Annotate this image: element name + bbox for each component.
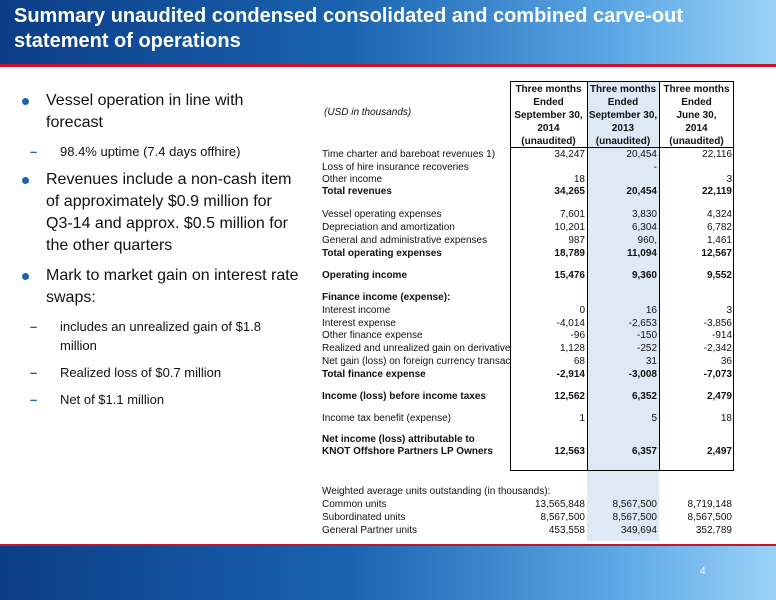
cell-value: 349,694 — [620, 525, 657, 536]
cell-value: 960, — [637, 235, 657, 246]
table-row — [322, 291, 734, 304]
bullet-dot-icon — [22, 273, 29, 280]
row-label: Interest income — [322, 305, 391, 316]
table-row — [322, 368, 734, 381]
column-header-line: Ended — [607, 97, 639, 108]
cell-value: 22,116 — [702, 149, 732, 160]
cell-value: 12,563 — [554, 446, 585, 457]
dash-icon: – — [30, 144, 38, 159]
table-bottom-rule — [510, 470, 734, 471]
cell-value: 9,360 — [631, 270, 657, 281]
cell-value: 6,352 — [631, 391, 657, 402]
bullet-text: Net of $1.1 million — [60, 392, 165, 407]
row-label: Vessel operating expenses — [322, 209, 442, 220]
row-label: Total operating expenses — [322, 248, 442, 259]
column-header-line: September 30, — [514, 110, 583, 121]
column-header-line: Three months — [663, 84, 730, 95]
dash-icon: – — [30, 365, 38, 380]
cell-value: 352,789 — [695, 525, 732, 536]
bullet-text: Realized loss of $0.7 million — [60, 365, 222, 380]
bullet-list — [20, 90, 300, 417]
cell-value: -2,342 — [703, 343, 732, 354]
cell-value: 34,265 — [554, 186, 585, 197]
cell-value: 15,476 — [554, 270, 585, 281]
header-divider — [0, 64, 776, 67]
cell-value: 5 — [651, 413, 657, 424]
cell-value: 20,454 — [626, 149, 657, 160]
cell-value: -3,008 — [628, 369, 657, 380]
bullet-dot-icon — [22, 177, 29, 184]
cell-value: 4,324 — [706, 209, 732, 220]
bullet-text: Mark to market gain on interest rate swaps: — [46, 267, 299, 306]
bullet-item — [20, 169, 300, 257]
table-row — [322, 234, 734, 247]
cell-value: -3,856 — [703, 318, 732, 329]
table-row — [322, 445, 734, 458]
table-row — [322, 304, 734, 317]
dash-icon: – — [30, 392, 38, 407]
row-label: Income (loss) before income taxes — [322, 391, 486, 402]
cell-value: -2,914 — [556, 369, 585, 380]
sub-bullet-item — [20, 390, 300, 409]
table-row — [322, 524, 734, 537]
column-header-line: Ended — [681, 97, 712, 108]
cell-value: -2,653 — [628, 318, 657, 329]
cell-value: 6,304 — [631, 222, 657, 233]
bullet-text: 98.4% uptime (7.4 days offhire) — [60, 144, 241, 159]
table-row — [322, 342, 734, 355]
cell-value: 34,247 — [554, 149, 585, 160]
bullet-text: includes an unrealized gain of $1.8 million — [60, 319, 261, 353]
row-label: Net gain (loss) on foreign currency transac — [322, 356, 511, 367]
cell-value: 8,567,500 — [612, 512, 657, 523]
table-row — [322, 208, 734, 221]
cell-value: -150 — [636, 330, 657, 341]
cell-value: 6,357 — [631, 446, 657, 457]
table-row — [322, 498, 734, 511]
table-row — [322, 247, 734, 260]
column-header-line: June 30, — [676, 110, 717, 121]
cell-value: 10,201 — [554, 222, 585, 233]
table-row — [322, 185, 734, 198]
row-label: Interest expense — [322, 318, 396, 329]
row-label: Realized and unrealized gain on derivative — [322, 343, 511, 354]
cell-value: 2,479 — [706, 391, 732, 402]
statement-table — [322, 81, 734, 541]
sub-bullet-item — [20, 317, 300, 355]
table-row — [322, 269, 734, 282]
bullet-item — [20, 90, 300, 134]
cell-value: 68 — [573, 356, 585, 367]
row-label: Common units — [322, 499, 387, 510]
cell-value: 11,094 — [626, 248, 657, 259]
table-row — [322, 412, 734, 425]
cell-value: - — [653, 162, 657, 173]
cell-value: 12,567 — [701, 248, 732, 259]
bullet-item — [20, 265, 300, 309]
units-label: (USD in thousands) — [324, 107, 412, 118]
cell-value: 0 — [579, 305, 585, 316]
header-bar — [0, 0, 776, 64]
row-label: Other finance expense — [322, 330, 423, 341]
cell-value: 1 — [579, 413, 585, 424]
table-row — [322, 485, 734, 498]
dash-icon: – — [30, 319, 38, 334]
cell-value: 18 — [573, 174, 585, 185]
cell-value: 7,601 — [559, 209, 585, 220]
cell-value: 9,552 — [706, 270, 732, 281]
column-header-line: (unaudited) — [669, 136, 724, 147]
row-label: Operating income — [322, 270, 408, 281]
column-header-line: 2014 — [537, 123, 560, 134]
cell-value: 31 — [645, 356, 657, 367]
cell-value: 13,565,848 — [534, 499, 585, 510]
cell-value: 20,454 — [626, 186, 657, 197]
cell-value: 36 — [720, 356, 732, 367]
cell-value: 8,567,500 — [612, 499, 657, 510]
cell-value: 12,562 — [554, 391, 585, 402]
table-row — [322, 511, 734, 524]
cell-value: -7,073 — [703, 369, 732, 380]
cell-value: -914 — [711, 330, 732, 341]
table-row — [322, 221, 734, 234]
cell-value: 8,719,148 — [687, 499, 732, 510]
cell-value: 987 — [568, 235, 585, 246]
row-label: Weighted average units outstanding (in thousands): — [322, 486, 551, 497]
cell-value: 18,789 — [554, 248, 585, 259]
row-label: Total revenues — [322, 186, 392, 197]
table-row — [322, 355, 734, 368]
row-label: Total finance expense — [322, 369, 426, 380]
bullet-dot-icon — [22, 98, 29, 105]
cell-value: -252 — [636, 343, 657, 354]
column-header-line: Ended — [533, 97, 564, 108]
cell-value: -4,014 — [556, 318, 585, 329]
cell-value: 22,119 — [701, 186, 732, 197]
column-header-line: 2013 — [611, 123, 635, 134]
table-row — [322, 390, 734, 403]
column-header-line: Three months — [589, 84, 657, 95]
bullet-text: Revenues include a non-cash item of approximately $0.9 million for Q3-14 and approx. $0.5 million for the other quarters — [46, 171, 292, 254]
row-label: KNOT Offshore Partners LP Owners — [322, 446, 493, 457]
cell-value: -96 — [570, 330, 585, 341]
table-row — [322, 148, 734, 161]
sub-bullet-item — [20, 142, 300, 161]
row-label: Time charter and bareboat revenues 1) — [322, 149, 496, 160]
page-title: Summary unaudited condensed consolidated and combined carve-out statement of operations — [14, 5, 684, 52]
cell-value: 1,461 — [706, 235, 732, 246]
cell-value: 453,558 — [548, 525, 585, 536]
column-header-line: September 30, — [588, 110, 658, 121]
column-header-line: 2014 — [685, 123, 708, 134]
table-row — [322, 329, 734, 342]
row-label: Depreciation and amortization — [322, 222, 455, 233]
cell-value: 3 — [726, 305, 732, 316]
cell-value: 8,567,500 — [687, 512, 732, 523]
cell-value: 16 — [645, 305, 657, 316]
row-label: Subordinated units — [322, 512, 406, 523]
row-label: Finance income (expense): — [322, 292, 451, 303]
cell-value: 6,782 — [706, 222, 732, 233]
sub-bullet-item — [20, 363, 300, 382]
cell-value: 8,567,500 — [540, 512, 585, 523]
column-header-line: (unaudited) — [521, 136, 576, 147]
cell-value: 3 — [726, 174, 732, 185]
row-label: General and administrative expenses — [322, 235, 488, 246]
cell-value: 1,128 — [559, 343, 585, 354]
cell-value: 18 — [720, 413, 732, 424]
row-label: Income tax benefit (expense) — [322, 413, 451, 424]
cell-value: 2,497 — [706, 446, 732, 457]
column-header-line: (unaudited) — [595, 136, 651, 147]
row-label: Net income (loss) attributable to — [322, 434, 475, 445]
row-label: Other income — [322, 174, 383, 185]
bullet-text: Vessel operation in line with forecast — [46, 92, 244, 131]
row-label: General Partner units — [322, 525, 418, 536]
column-header-line: Three months — [515, 84, 582, 95]
page-number: 4 — [700, 566, 706, 577]
row-label: Loss of hire insurance recoveries — [322, 162, 469, 173]
cell-value: 3,830 — [631, 209, 657, 220]
footer-bar — [0, 546, 776, 600]
